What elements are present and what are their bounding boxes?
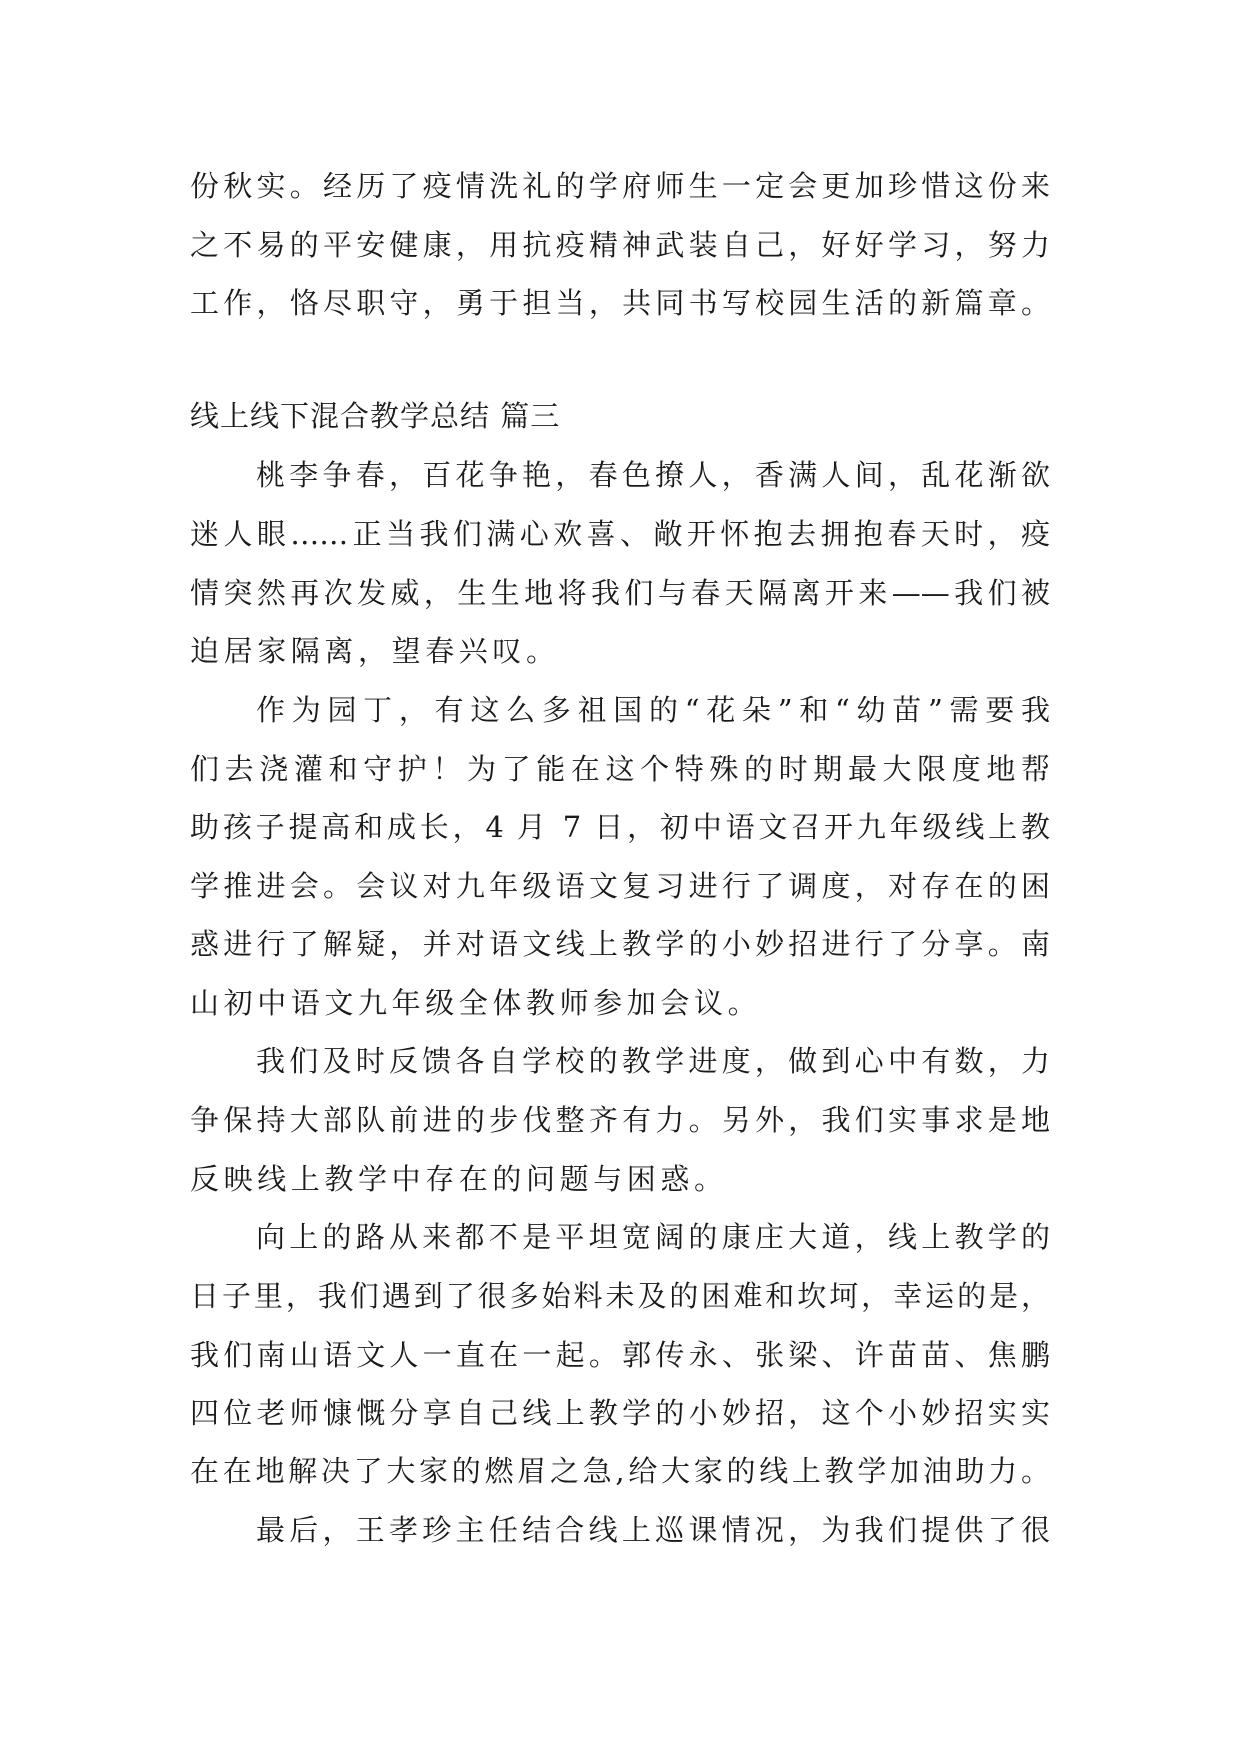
- text-line: 惑进行了解疑，并对语文线上教学的小妙招进行了分享。南: [190, 927, 1050, 961]
- text-line: 在在地解决了大家的燃眉之急,给大家的线上教学加油助力。: [190, 1454, 1050, 1488]
- text-line: 作为园丁，有这么多祖国的“花朵”和“幼苗”需要我: [256, 693, 1050, 727]
- text-line: 们去浇灌和守护！为了能在这个特殊的时期最大限度地帮: [190, 752, 1050, 786]
- text-line: 学推进会。会议对九年级语文复习进行了调度，对存在的困: [190, 869, 1050, 903]
- section-heading: 线上线下混合教学总结 篇三: [190, 399, 561, 433]
- text-line: 我们南山语文人一直在一起。郭传永、张梁、许苗苗、焦鹏: [190, 1338, 1050, 1372]
- text-line: 四位老师慷慨分享自己线上教学的小妙招，这个小妙招实实: [190, 1396, 1050, 1430]
- text-line: 工作，恪尽职守，勇于担当，共同书写校园生活的新篇章。: [190, 286, 1050, 320]
- text-line: 向上的路从来都不是平坦宽阔的康庄大道，线上教学的: [256, 1220, 1050, 1254]
- text-line: 份秋实。经历了疫情洗礼的学府师生一定会更加珍惜这份来: [190, 169, 1050, 203]
- text-line: 助孩子提高和成长，4 月 7 日，初中语文召开九年级线上教: [190, 810, 1050, 844]
- text-line: 情突然再次发威，生生地将我们与春天隔离开来——我们被: [190, 576, 1050, 610]
- text-line: 迫居家隔离，望春兴叹。: [190, 634, 560, 668]
- text-line: 日子里，我们遇到了很多始料未及的困难和坎坷，幸运的是，: [190, 1279, 1050, 1313]
- text-line: 迷人眼……正当我们满心欢喜、敞开怀抱去拥抱春天时，疫: [190, 517, 1050, 551]
- text-line: 争保持大部队前进的步伐整齐有力。另外，我们实事求是地: [190, 1103, 1050, 1137]
- text-line: 之不易的平安健康，用抗疫精神武装自己，好好学习，努力: [190, 228, 1050, 262]
- text-line: 最后，王孝珍主任结合线上巡课情况，为我们提供了很: [256, 1513, 1050, 1547]
- text-line: 山初中语文九年级全体教师参加会议。: [190, 986, 762, 1020]
- text-line: 我们及时反馈各自学校的教学进度，做到心中有数，力: [256, 1044, 1050, 1078]
- text-line: 桃李争春，百花争艳，春色撩人，香满人间，乱花渐欲: [256, 458, 1050, 492]
- text-line: 反映线上教学中存在的问题与困惑。: [190, 1162, 728, 1196]
